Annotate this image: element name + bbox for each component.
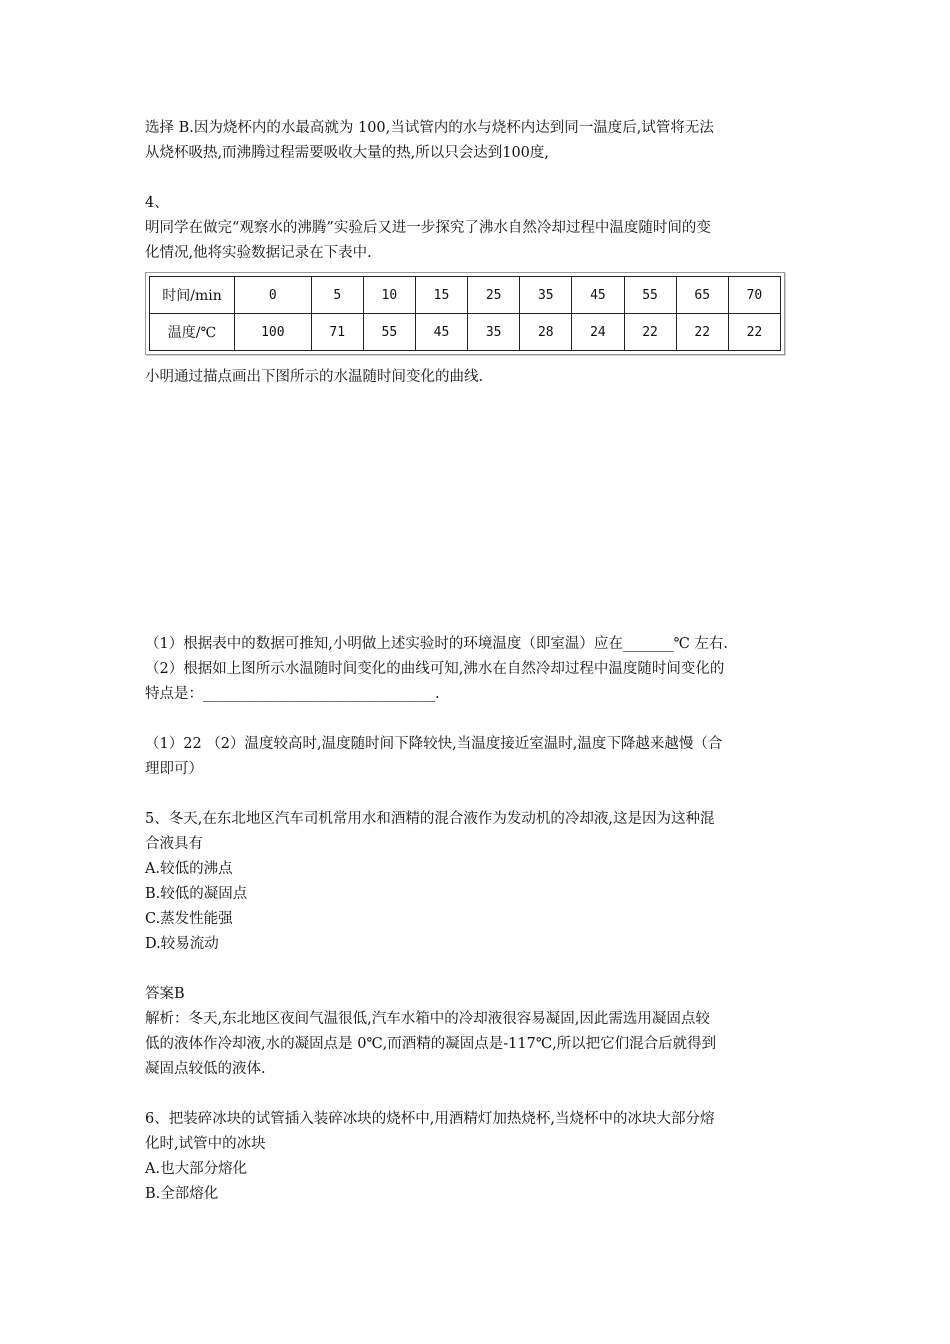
question-4-sub-2-line-1: （2）根据如上图所示水温随时间变化的曲线可知,沸水在自然冷却过程中温度随时间变化的 [145, 661, 725, 677]
table-cell: 65 [676, 277, 728, 314]
table-cell: 22 [728, 314, 780, 351]
question-4-after-table: 小明通过描点画出下图所示的水温随时间变化的曲线. [145, 369, 484, 385]
question-5-option-b: B.较低的凝固点 [145, 886, 248, 902]
question-4-answer-line-1: （1）22 （2）温度较高时,温度随时间下降较快,当温度接近室温时,温度下降越来越慢（合 [145, 736, 723, 752]
table-cell: 35 [520, 277, 572, 314]
question-5-explain-line-2: 低的液体作冷却液,水的凝固点是 0℃,而酒精的凝固点是-117℃,所以把它们混合后就得到 [145, 1036, 717, 1052]
table-cell: 100 [235, 314, 312, 351]
question-5-option-d: D.较易流动 [145, 936, 219, 952]
table-cell: 22 [624, 314, 676, 351]
table-cell: 15 [415, 277, 467, 314]
table-cell: 45 [572, 277, 624, 314]
time-temperature-table [149, 276, 781, 351]
table-row-time [150, 277, 781, 314]
table-cell: 45 [415, 314, 467, 351]
table-cell: 22 [676, 314, 728, 351]
intro-line-1: 选择 B.因为烧杯内的水最高就为 100,当试管内的水与烧杯内达到同一温度后,试管将无法 [145, 120, 714, 136]
question-6-line-1: 6、把装碎冰块的试管插入装碎冰块的烧杯中,用酒精灯加热烧杯,当烧杯中的冰块大部分熔 [145, 1111, 715, 1127]
table-cell: 71 [311, 314, 363, 351]
table-cell: 28 [520, 314, 572, 351]
question-5-answer: 答案B [145, 986, 185, 1002]
table-cell: 0 [235, 277, 312, 314]
table-header-temperature: 温度/℃ [150, 314, 235, 351]
question-4-line-2: 化情况,他将实验数据记录在下表中. [145, 245, 372, 261]
table-cell: 10 [363, 277, 415, 314]
question-5-explain-line-3: 凝固点较低的液体. [145, 1061, 266, 1077]
question-4-answer-line-2: 理即可） [145, 761, 203, 777]
table-cell: 70 [728, 277, 780, 314]
table-cell: 55 [363, 314, 415, 351]
document-page [145, 116, 813, 1207]
question-4-line-1: 明同学在做完“观察水的沸腾”实验后又进一步探究了沸水自然冷却过程中温度随时间的变 [145, 220, 711, 236]
missing-chart-area [145, 390, 813, 632]
question-6-option-a: A.也大部分熔化 [145, 1161, 248, 1177]
question-5-line-2: 合液具有 [145, 836, 203, 852]
question-4-sub-2-line-2: 特点是：________________________________. [145, 686, 440, 702]
question-4-number: 4、 [145, 195, 169, 211]
question-5-line-1: 5、冬天,在东北地区汽车司机常用水和酒精的混合液作为发动机的冷却液,这是因为这种混 [145, 811, 715, 827]
question-4-sub-1: （1）根据表中的数据可推知,小明做上述实验时的环境温度（即室温）应在_______℃ 左右. [145, 636, 729, 652]
table-cell: 35 [468, 314, 520, 351]
table-cell: 5 [311, 277, 363, 314]
table-cell: 24 [572, 314, 624, 351]
question-6-option-b: B.全部熔化 [145, 1186, 219, 1202]
question-5-explain-line-1: 解析：冬天,东北地区夜间气温很低,汽车水箱中的冷却液很容易凝固,因此需选用凝固点较 [145, 1011, 710, 1027]
table-row-temperature [150, 314, 781, 351]
question-5-option-c: C.蒸发性能强 [145, 911, 233, 927]
question-5-option-a: A.较低的沸点 [145, 861, 233, 877]
intro-line-2: 从烧杯吸热,而沸腾过程需要吸收大量的热,所以只会达到100度, [145, 145, 550, 161]
data-table-frame [145, 272, 785, 355]
table-cell: 25 [468, 277, 520, 314]
table-cell: 55 [624, 277, 676, 314]
question-6-line-2: 化时,试管中的冰块 [145, 1136, 266, 1152]
table-header-time: 时间/min [150, 277, 235, 314]
